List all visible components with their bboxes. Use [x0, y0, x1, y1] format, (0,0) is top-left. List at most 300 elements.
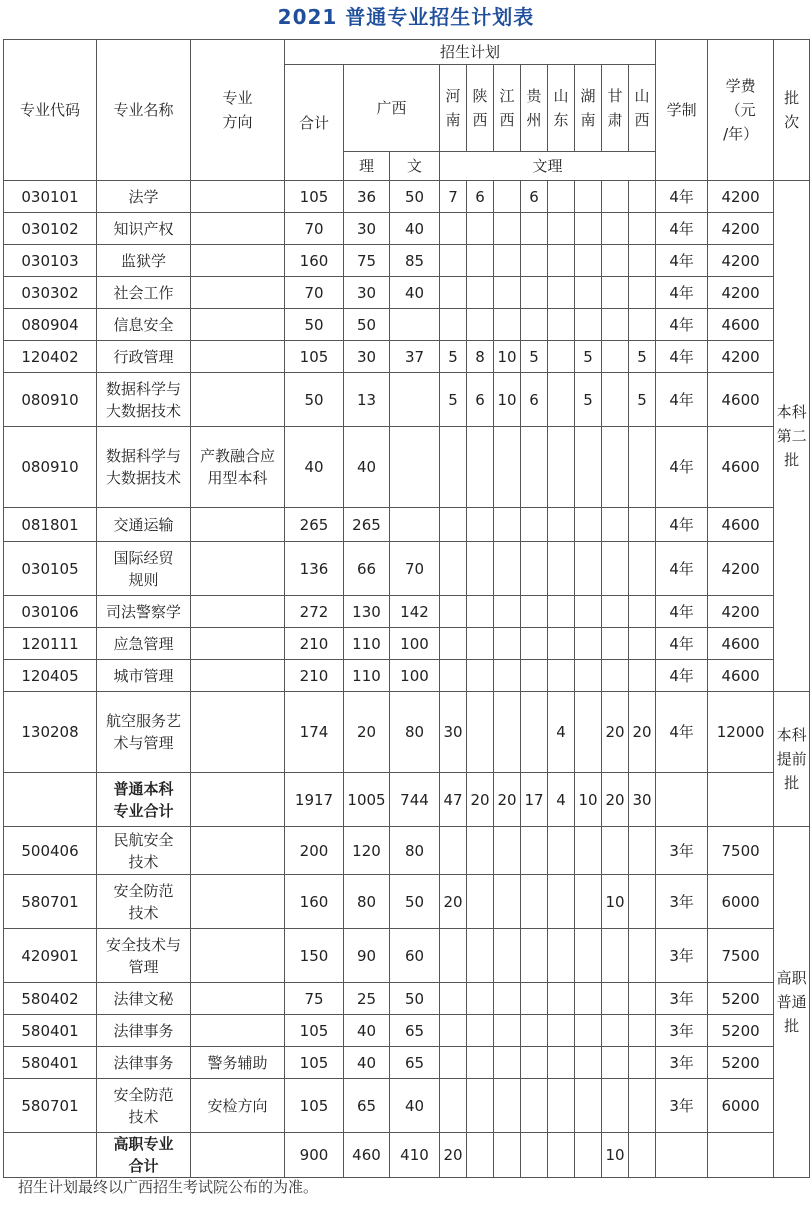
cell-province [494, 983, 521, 1015]
cell-duration: 4年 [656, 213, 708, 245]
cell-province [521, 692, 548, 773]
cell-province [629, 181, 656, 213]
cell-li: 40 [344, 427, 390, 508]
cell-province [494, 1079, 521, 1133]
cell-name: 数据科学与 大数据技术 [97, 427, 191, 508]
cell-province [629, 245, 656, 277]
cell-province: 20 [602, 692, 629, 773]
cell-province [521, 827, 548, 875]
cell-province [440, 660, 467, 692]
cell-fee: 4200 [708, 542, 774, 596]
header-province: 江 西 [494, 65, 521, 152]
cell-code: 580701 [4, 875, 97, 929]
cell-wen: 142 [390, 596, 440, 628]
header-name: 专业名称 [97, 40, 191, 181]
cell-province [521, 542, 548, 596]
cell-province [629, 983, 656, 1015]
cell-li: 75 [344, 245, 390, 277]
cell-province: 5 [440, 341, 467, 373]
cell-wen: 65 [390, 1047, 440, 1079]
cell-province [548, 1015, 575, 1047]
cell-total: 105 [285, 181, 344, 213]
cell-fee: 4200 [708, 181, 774, 213]
cell-province [521, 508, 548, 542]
cell-province [494, 245, 521, 277]
cell-name: 高职专业 合计 [97, 1133, 191, 1178]
cell-total: 272 [285, 596, 344, 628]
cell-province [575, 1047, 602, 1079]
cell-fee: 7500 [708, 827, 774, 875]
cell-wen: 410 [390, 1133, 440, 1178]
cell-province [629, 875, 656, 929]
cell-province [629, 1133, 656, 1178]
cell-direction [191, 692, 285, 773]
cell-province: 10 [602, 875, 629, 929]
table-row [4, 596, 810, 628]
cell-name: 社会工作 [97, 277, 191, 309]
table-row [4, 660, 810, 692]
cell-code: 500406 [4, 827, 97, 875]
cell-province [629, 827, 656, 875]
cell-wen: 85 [390, 245, 440, 277]
cell-province [467, 660, 494, 692]
cell-direction [191, 596, 285, 628]
cell-wen: 40 [390, 1079, 440, 1133]
cell-duration: 3年 [656, 1079, 708, 1133]
cell-province [575, 628, 602, 660]
cell-code: 080910 [4, 427, 97, 508]
header-fee: 学费 （元 /年） [708, 40, 774, 181]
cell-batch: 高职 普通 批 [774, 827, 810, 1178]
cell-direction [191, 875, 285, 929]
cell-province [575, 1133, 602, 1178]
page-title: 2021 普通专业招生计划表 [277, 5, 535, 29]
cell-direction [191, 827, 285, 875]
cell-code: 030101 [4, 181, 97, 213]
cell-province [548, 983, 575, 1015]
cell-province [467, 277, 494, 309]
cell-province: 10 [494, 341, 521, 373]
cell-province [575, 929, 602, 983]
cell-fee: 4200 [708, 277, 774, 309]
cell-total: 50 [285, 309, 344, 341]
header-batch: 批 次 [774, 40, 810, 181]
cell-province [521, 628, 548, 660]
cell-name: 普通本科 专业合计 [97, 773, 191, 827]
cell-li: 25 [344, 983, 390, 1015]
cell-wen [390, 373, 440, 427]
cell-total: 210 [285, 660, 344, 692]
cell-province: 20 [602, 773, 629, 827]
cell-code: 120402 [4, 341, 97, 373]
cell-province [521, 1015, 548, 1047]
cell-li: 20 [344, 692, 390, 773]
header-plan: 招生计划 [285, 40, 656, 65]
cell-province [521, 596, 548, 628]
cell-code: 580401 [4, 1015, 97, 1047]
cell-province [575, 983, 602, 1015]
header-province: 甘 肃 [602, 65, 629, 152]
cell-fee: 4600 [708, 309, 774, 341]
cell-wen: 744 [390, 773, 440, 827]
table-row [4, 373, 810, 427]
cell-wen: 65 [390, 1015, 440, 1047]
cell-province [629, 309, 656, 341]
cell-province: 17 [521, 773, 548, 827]
cell-province [440, 542, 467, 596]
cell-li: 120 [344, 827, 390, 875]
cell-code: 030102 [4, 213, 97, 245]
cell-province [494, 1133, 521, 1178]
cell-province [467, 1015, 494, 1047]
cell-province [467, 628, 494, 660]
cell-duration: 4年 [656, 245, 708, 277]
cell-total: 105 [285, 1015, 344, 1047]
cell-total: 265 [285, 508, 344, 542]
cell-province: 20 [494, 773, 521, 827]
cell-province [494, 277, 521, 309]
cell-province [629, 427, 656, 508]
cell-name: 安全技术与 管理 [97, 929, 191, 983]
cell-duration: 3年 [656, 827, 708, 875]
cell-province [440, 427, 467, 508]
cell-direction [191, 1133, 285, 1178]
cell-fee: 4600 [708, 660, 774, 692]
cell-province [467, 596, 494, 628]
cell-province: 30 [629, 773, 656, 827]
cell-fee: 4200 [708, 245, 774, 277]
table-row [4, 309, 810, 341]
cell-province [548, 245, 575, 277]
cell-duration: 4年 [656, 373, 708, 427]
cell-direction [191, 983, 285, 1015]
cell-duration: 4年 [656, 660, 708, 692]
cell-province [467, 508, 494, 542]
header-code: 专业代码 [4, 40, 97, 181]
cell-province [629, 508, 656, 542]
cell-province [494, 309, 521, 341]
enrollment-plan-table [3, 39, 810, 1178]
table-row [4, 875, 810, 929]
table-row [4, 245, 810, 277]
cell-total: 70 [285, 277, 344, 309]
cell-province [521, 427, 548, 508]
cell-province [440, 277, 467, 309]
cell-fee: 4200 [708, 341, 774, 373]
cell-wen: 70 [390, 542, 440, 596]
cell-province [602, 1079, 629, 1133]
cell-wen [390, 427, 440, 508]
cell-province [521, 277, 548, 309]
cell-province [494, 213, 521, 245]
cell-code: 030103 [4, 245, 97, 277]
cell-fee: 5200 [708, 1015, 774, 1047]
cell-province [602, 427, 629, 508]
cell-li: 265 [344, 508, 390, 542]
cell-province [467, 1133, 494, 1178]
cell-name: 法律文秘 [97, 983, 191, 1015]
header-province: 陕 西 [467, 65, 494, 152]
header-total: 合计 [285, 65, 344, 181]
cell-province [629, 1015, 656, 1047]
cell-fee: 6000 [708, 875, 774, 929]
table-row [4, 1133, 810, 1178]
cell-province [575, 427, 602, 508]
cell-province: 10 [494, 373, 521, 427]
cell-province [602, 660, 629, 692]
table-row [4, 508, 810, 542]
cell-fee: 4600 [708, 628, 774, 660]
cell-code: 080904 [4, 309, 97, 341]
cell-province [602, 309, 629, 341]
table-row [4, 773, 810, 827]
cell-province [602, 596, 629, 628]
cell-province: 6 [467, 181, 494, 213]
cell-province [602, 508, 629, 542]
cell-code [4, 1133, 97, 1178]
cell-province [548, 508, 575, 542]
cell-duration [656, 773, 708, 827]
header-province: 湖 南 [575, 65, 602, 152]
cell-province: 5 [521, 341, 548, 373]
cell-province [521, 983, 548, 1015]
cell-fee: 4600 [708, 427, 774, 508]
cell-province [467, 692, 494, 773]
header-province: 山 西 [629, 65, 656, 152]
cell-direction: 警务辅助 [191, 1047, 285, 1079]
table-row [4, 1079, 810, 1133]
table-row [4, 542, 810, 596]
cell-province [494, 1015, 521, 1047]
cell-province [575, 1079, 602, 1133]
table-row [4, 181, 810, 213]
cell-li: 40 [344, 1047, 390, 1079]
cell-province [494, 1047, 521, 1079]
cell-duration: 4年 [656, 542, 708, 596]
header-province: 山 东 [548, 65, 575, 152]
header-li: 理 [344, 152, 390, 181]
cell-li: 130 [344, 596, 390, 628]
cell-province [548, 373, 575, 427]
cell-name: 数据科学与 大数据技术 [97, 373, 191, 427]
cell-total: 105 [285, 1047, 344, 1079]
cell-province: 6 [467, 373, 494, 427]
cell-name: 监狱学 [97, 245, 191, 277]
cell-direction [191, 508, 285, 542]
cell-direction [191, 628, 285, 660]
cell-li: 460 [344, 1133, 390, 1178]
cell-name: 法律事务 [97, 1015, 191, 1047]
cell-duration: 4年 [656, 427, 708, 508]
table-row [4, 929, 810, 983]
cell-province [629, 1047, 656, 1079]
cell-total: 70 [285, 213, 344, 245]
cell-wen [390, 508, 440, 542]
cell-wen: 50 [390, 983, 440, 1015]
cell-province [467, 427, 494, 508]
cell-duration: 3年 [656, 875, 708, 929]
cell-province [602, 277, 629, 309]
cell-li: 1005 [344, 773, 390, 827]
cell-code: 080910 [4, 373, 97, 427]
table-row [4, 692, 810, 773]
footnote: 招生计划最终以广西招生考试院公布的为准。 [18, 1178, 319, 1196]
cell-province [494, 542, 521, 596]
cell-batch: 本科 提前 批 [774, 692, 810, 827]
cell-duration: 3年 [656, 983, 708, 1015]
cell-fee: 4200 [708, 596, 774, 628]
cell-province: 20 [467, 773, 494, 827]
cell-province [521, 1079, 548, 1133]
cell-code: 580402 [4, 983, 97, 1015]
cell-province [521, 660, 548, 692]
cell-province [467, 827, 494, 875]
header-wenli: 文理 [440, 152, 656, 181]
header-direction: 专业 方向 [191, 40, 285, 181]
cell-province [629, 213, 656, 245]
cell-duration: 3年 [656, 929, 708, 983]
cell-province [467, 542, 494, 596]
cell-fee [708, 1133, 774, 1178]
cell-code: 030105 [4, 542, 97, 596]
cell-total: 105 [285, 341, 344, 373]
cell-province [575, 875, 602, 929]
cell-direction [191, 213, 285, 245]
table-row [4, 277, 810, 309]
cell-province: 5 [629, 341, 656, 373]
cell-province [548, 929, 575, 983]
cell-province [548, 660, 575, 692]
cell-province [548, 309, 575, 341]
cell-total: 150 [285, 929, 344, 983]
cell-province [494, 827, 521, 875]
cell-province [575, 245, 602, 277]
cell-province [602, 1047, 629, 1079]
cell-province [494, 596, 521, 628]
cell-province [548, 277, 575, 309]
cell-province [602, 1015, 629, 1047]
cell-wen: 40 [390, 213, 440, 245]
cell-direction [191, 542, 285, 596]
cell-li: 13 [344, 373, 390, 427]
cell-total: 200 [285, 827, 344, 875]
cell-duration: 3年 [656, 1047, 708, 1079]
cell-province [440, 1015, 467, 1047]
cell-duration: 3年 [656, 1015, 708, 1047]
cell-province [548, 875, 575, 929]
cell-province: 8 [467, 341, 494, 373]
cell-province [575, 827, 602, 875]
cell-total: 105 [285, 1079, 344, 1133]
cell-fee: 5200 [708, 983, 774, 1015]
header-wen: 文 [390, 152, 440, 181]
cell-fee [708, 773, 774, 827]
cell-li: 30 [344, 341, 390, 373]
cell-province [494, 660, 521, 692]
cell-province [521, 1047, 548, 1079]
cell-code: 120405 [4, 660, 97, 692]
cell-province [440, 1047, 467, 1079]
cell-province [602, 373, 629, 427]
cell-province [629, 596, 656, 628]
cell-li: 30 [344, 277, 390, 309]
cell-province [440, 628, 467, 660]
cell-duration: 4年 [656, 596, 708, 628]
header-duration: 学制 [656, 40, 708, 181]
cell-province [602, 213, 629, 245]
cell-province [629, 1079, 656, 1133]
cell-province: 6 [521, 181, 548, 213]
cell-name: 民航安全 技术 [97, 827, 191, 875]
cell-li: 66 [344, 542, 390, 596]
cell-province [629, 542, 656, 596]
cell-province [467, 983, 494, 1015]
cell-total: 40 [285, 427, 344, 508]
cell-name: 应急管理 [97, 628, 191, 660]
cell-province [548, 1133, 575, 1178]
cell-li: 40 [344, 1015, 390, 1047]
header-province: 河 南 [440, 65, 467, 152]
cell-province [575, 692, 602, 773]
cell-province [548, 427, 575, 508]
table-row [4, 983, 810, 1015]
cell-li: 36 [344, 181, 390, 213]
cell-name: 交通运输 [97, 508, 191, 542]
table-row [4, 427, 810, 508]
cell-fee: 12000 [708, 692, 774, 773]
header-province: 贵 州 [521, 65, 548, 152]
cell-province: 7 [440, 181, 467, 213]
cell-name: 法学 [97, 181, 191, 213]
cell-duration: 4年 [656, 277, 708, 309]
cell-total: 210 [285, 628, 344, 660]
cell-province [602, 983, 629, 1015]
table-row [4, 1015, 810, 1047]
cell-code: 030302 [4, 277, 97, 309]
cell-code: 420901 [4, 929, 97, 983]
cell-province [494, 875, 521, 929]
cell-province [494, 628, 521, 660]
cell-province: 10 [602, 1133, 629, 1178]
cell-province [548, 1079, 575, 1133]
cell-li: 50 [344, 309, 390, 341]
cell-duration: 4年 [656, 341, 708, 373]
cell-province [575, 596, 602, 628]
cell-li: 30 [344, 213, 390, 245]
cell-province: 20 [440, 1133, 467, 1178]
cell-direction [191, 929, 285, 983]
cell-wen: 50 [390, 181, 440, 213]
table-row [4, 1047, 810, 1079]
cell-li: 110 [344, 628, 390, 660]
cell-province [467, 213, 494, 245]
cell-province [440, 1079, 467, 1133]
cell-province [521, 929, 548, 983]
cell-code: 130208 [4, 692, 97, 773]
cell-province [440, 508, 467, 542]
cell-name: 法律事务 [97, 1047, 191, 1079]
cell-province [602, 341, 629, 373]
cell-name: 知识产权 [97, 213, 191, 245]
cell-code: 580701 [4, 1079, 97, 1133]
cell-code: 030106 [4, 596, 97, 628]
cell-duration: 4年 [656, 309, 708, 341]
cell-total: 900 [285, 1133, 344, 1178]
cell-fee: 4600 [708, 508, 774, 542]
cell-province [548, 181, 575, 213]
cell-wen: 100 [390, 660, 440, 692]
cell-province [440, 929, 467, 983]
